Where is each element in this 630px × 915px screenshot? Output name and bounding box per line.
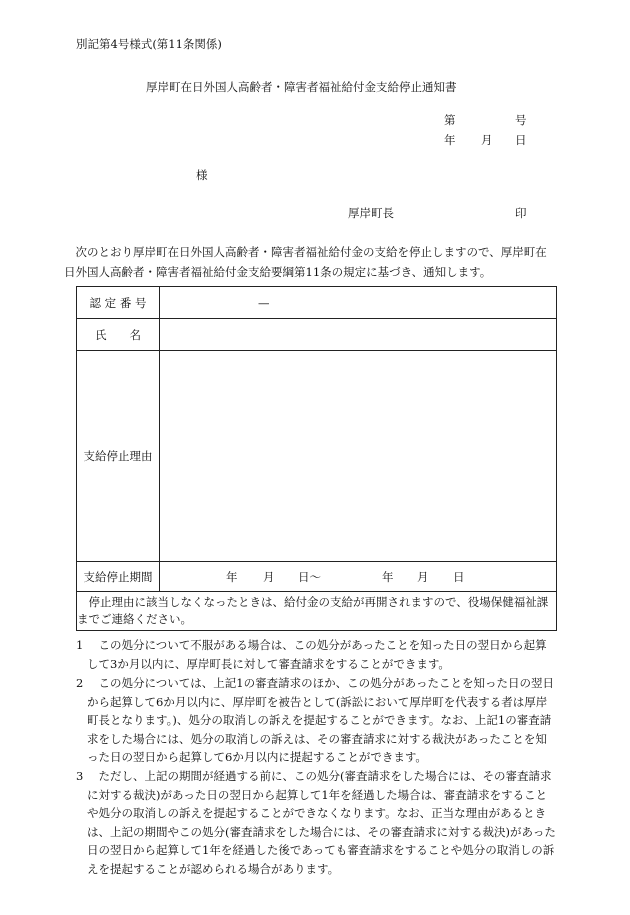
table-row-cert — [77, 287, 557, 319]
note-number: 1 — [76, 638, 84, 652]
table-row-name — [77, 319, 557, 351]
seal-mark: 印 — [515, 206, 527, 220]
note-number: 2 — [76, 676, 84, 690]
addressee-honorific: 様 — [196, 168, 208, 182]
date-year: 年 — [444, 133, 456, 147]
reason-value — [160, 351, 557, 562]
number-prefix: 第 — [444, 113, 456, 127]
note-item-2 — [76, 674, 558, 767]
note-text: この処分については、上記1の審査請求のほか、この処分があったことを知った日の翌日から起算して6か月以内に、厚岸町を被告として(訴訟において厚岸町を代表する者は厚岸町長となります。)、処分の取消しの訴えを提起することができます。なお、上記1の審査請求をした場合には、処分の取消しの訴えは、その審査請求に対する裁決があったことを知った日の翌日から起算して6か月以内に提起することができます。 — [87, 676, 554, 764]
note-item-1 — [76, 636, 558, 673]
intro-paragraph: 次のとおり厚岸町在日外国人高齢者・障害者福祉給付金の支給を停止しますので、厚岸町在日外国人高齢者・障害者福祉給付金支給要綱第11条の規定に基づき、通知します。 — [64, 245, 547, 279]
note-text: この処分について不服がある場合は、この処分があったことを知った日の翌日から起算して3か月以内に、厚岸町長に対して審査請求をすることができます。 — [87, 638, 547, 671]
period-start-year: 年 — [226, 569, 238, 584]
period-start-month: 月 — [263, 569, 275, 584]
document-title: 厚岸町在日外国人高齢者・障害者福祉給付金支給停止通知書 — [146, 80, 457, 94]
cert-number-value: — — [160, 287, 557, 319]
period-start-day: 日〜 — [298, 569, 321, 584]
notice-table — [76, 286, 557, 631]
period-end-day: 日 — [453, 569, 465, 584]
name-value — [160, 319, 557, 351]
cert-number-label: 認 定 番 号 — [77, 287, 160, 319]
form-id: 別記第4号様式(第11条関係) — [76, 37, 222, 51]
period-value — [160, 562, 557, 592]
name-label: 氏 名 — [77, 319, 160, 351]
period-end-month: 月 — [417, 569, 429, 584]
resume-notice: 停止理由に該当しなくなったときは、給付金の支給が再開されますので、役場保健福祉課までご連絡ください。 — [77, 592, 557, 631]
table-row-notice — [77, 592, 557, 631]
date-month: 月 — [481, 133, 493, 147]
reason-label: 支給停止理由 — [77, 351, 160, 562]
period-label: 支給停止期間 — [77, 562, 160, 592]
number-suffix: 号 — [515, 113, 527, 127]
sender-name: 厚岸町長 — [348, 206, 394, 220]
note-text: ただし、上記の期間が経過する前に、この処分(審査請求をした場合には、その審査請求に対する裁決)があった日の翌日から起算して1年を経過した場合は、審査請求をすることや処分の取消しの訴えを提起することができなくなります。なお、正当な理由があるときは、上記の期間やこの処分(審査請求をした場合には、その審査請求に対する裁決)があった日の翌日から起算して1年を経過した後であっても審査請求をすることや処分の取消しの訴えを提起することが認められる場合があります。 — [87, 769, 556, 876]
date-day: 日 — [515, 133, 527, 147]
note-number: 3 — [76, 769, 84, 783]
table-row-period — [77, 562, 557, 592]
table-row-reason — [77, 351, 557, 562]
note-item-3 — [76, 767, 558, 878]
period-end-year: 年 — [382, 569, 394, 584]
